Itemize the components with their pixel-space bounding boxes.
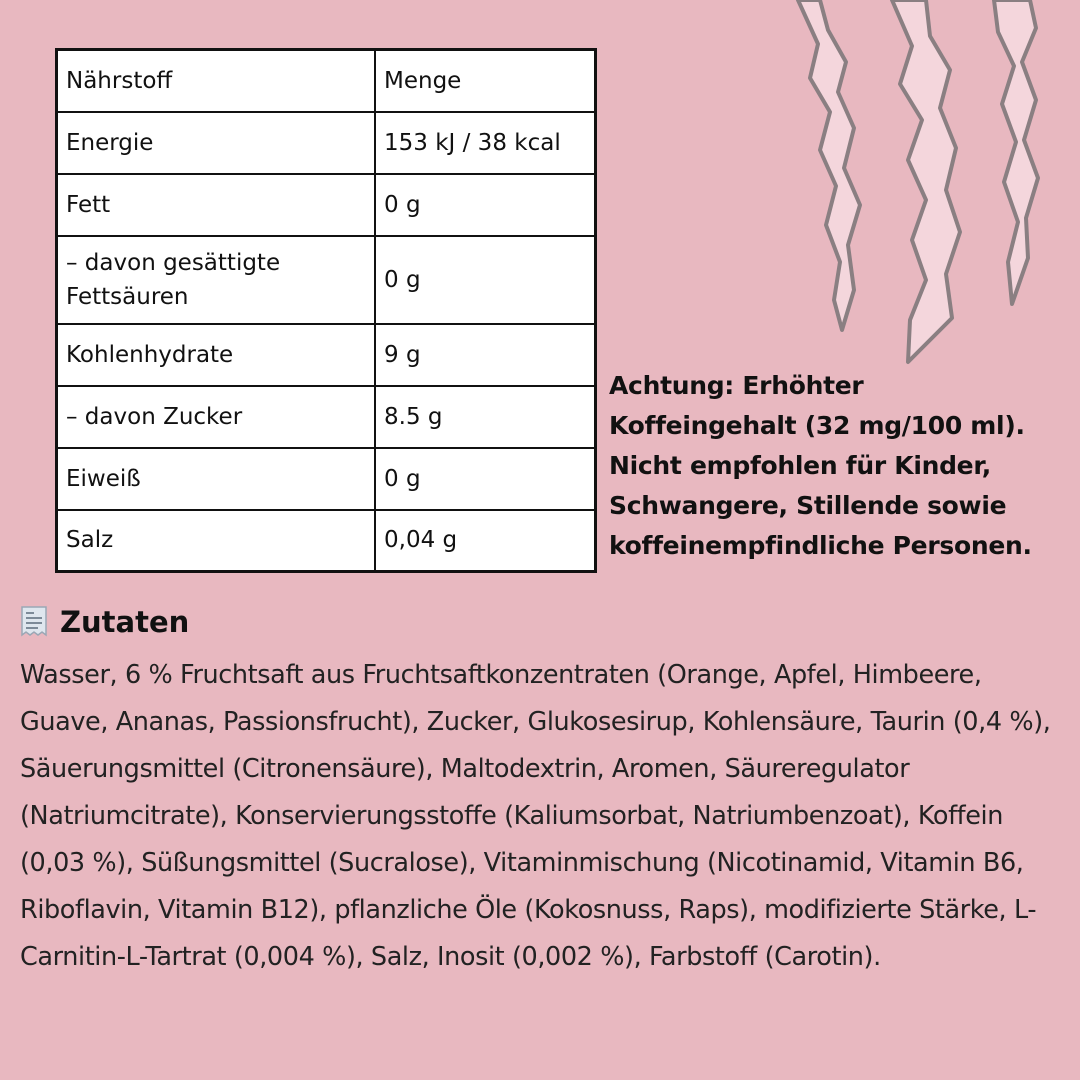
table-row xyxy=(57,386,596,448)
ingredients-heading xyxy=(20,602,189,642)
nutrient-value: 0 g xyxy=(375,448,596,510)
table-row xyxy=(57,448,596,510)
nutrient-label: Kohlenhydrate xyxy=(57,324,376,386)
nutrient-label: Fett xyxy=(57,174,376,236)
ingredients-title: Zutaten xyxy=(60,605,190,639)
nutrition-table xyxy=(55,48,597,573)
nutrient-value: 9 g xyxy=(375,324,596,386)
table-row xyxy=(57,236,596,324)
nutrient-value: 0 g xyxy=(375,174,596,236)
nutrient-value: 8.5 g xyxy=(375,386,596,448)
table-row xyxy=(57,112,596,174)
nutrient-value: 0 g xyxy=(375,236,596,324)
nutrient-label: Salz xyxy=(57,510,376,572)
column-header-amount: Menge xyxy=(375,50,596,112)
table-row xyxy=(57,324,596,386)
nutrient-label: Eiweiß xyxy=(57,448,376,510)
table-row xyxy=(57,174,596,236)
caffeine-warning: Achtung: Erhöhter Koffeingehalt (32 mg/100 ml). Nicht empfohlen für Kinder, Schwangere, Stillende sowie koffeinempfindliche Personen. xyxy=(609,371,1032,560)
receipt-icon xyxy=(20,605,48,639)
claw-logo xyxy=(780,0,1080,370)
nutrient-label: – davon gesättigte Fettsäuren xyxy=(57,236,376,324)
nutrient-value: 153 kJ / 38 kcal xyxy=(375,112,596,174)
nutrient-label: Energie xyxy=(57,112,376,174)
ingredients-text: Wasser, 6 % Fruchtsaft aus Fruchtsaftkonzentraten (Orange, Apfel, Himbeere, Guave, Ananas, Passionsfrucht), Zucker, Glukosesirup, Kohlensäure, Taurin (0,4 %), Säuerungsmittel (Citronensäure), Maltodextrin, Aromen, Säureregulator (Natriumcitrate), Konservierungsstoffe (Kaliumsorbat, Natriumbenzoat), Koffein (0,03 %), Süßungsmittel (Sucralose), Vitaminmischung (Nicotinamid, Vitamin B6, Riboflavin, Vitamin B12), pflanzliche Öle (Kokosnuss, Raps), modifizierte Stärke, L-Carnitin-L-Tartrat (0,004 %), Salz, Inosit (0,002 %), Farbstoff (Carotin). xyxy=(20,660,1051,972)
column-header-nutrient: Nährstoff xyxy=(57,50,376,112)
nutrient-value: 0,04 g xyxy=(375,510,596,572)
nutrient-label: – davon Zucker xyxy=(57,386,376,448)
table-row xyxy=(57,510,596,572)
table-header-row xyxy=(57,50,596,112)
